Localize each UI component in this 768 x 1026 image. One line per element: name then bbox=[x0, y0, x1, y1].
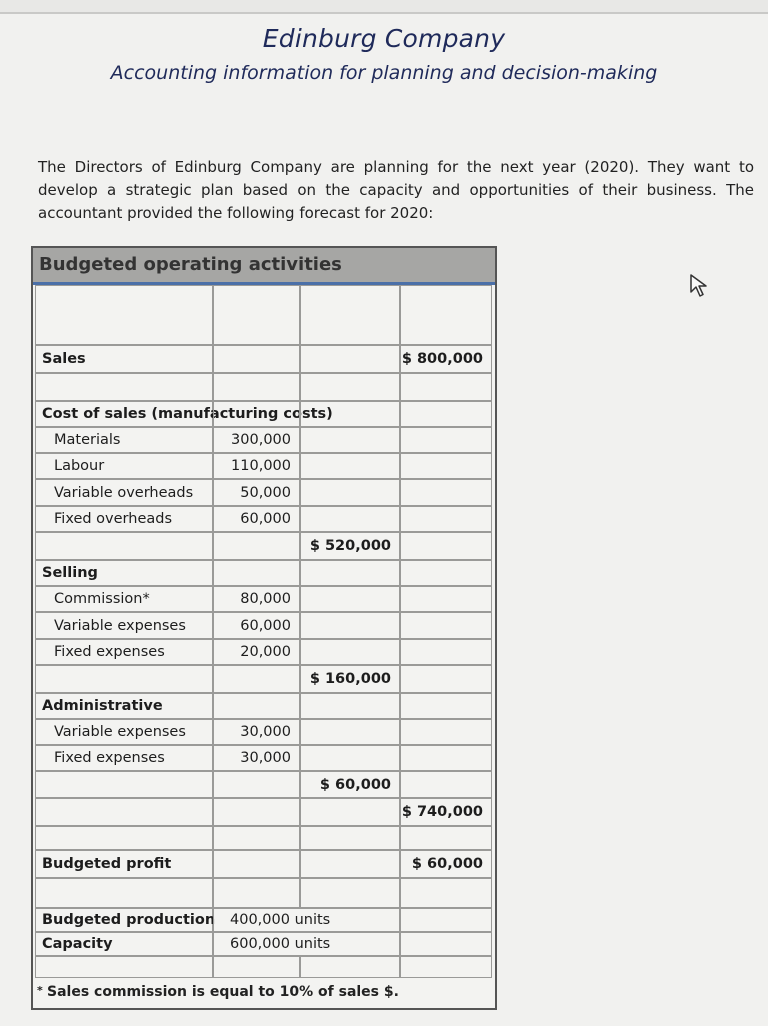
table-cell bbox=[300, 560, 400, 586]
table-cell bbox=[400, 850, 492, 878]
table-row bbox=[33, 345, 495, 373]
table-title: Budgeted operating activities bbox=[39, 254, 342, 275]
table-cell bbox=[213, 693, 300, 719]
table-cell bbox=[300, 798, 400, 826]
table-cell bbox=[300, 532, 400, 560]
total-costs-value: $ 740,000 bbox=[401, 804, 483, 820]
capacity-label: Capacity bbox=[42, 936, 113, 952]
table-row bbox=[33, 719, 495, 745]
variable-overheads-value: 50,000 bbox=[240, 484, 291, 501]
table-cell bbox=[35, 612, 213, 639]
table-cell bbox=[400, 373, 492, 401]
table-cell bbox=[213, 719, 300, 745]
table-row bbox=[33, 826, 495, 850]
table-cell bbox=[400, 612, 492, 639]
materials-value: 300,000 bbox=[231, 432, 291, 448]
table-cell bbox=[35, 586, 213, 612]
table-cell bbox=[35, 401, 333, 427]
table-cell bbox=[400, 506, 492, 532]
table-cell bbox=[35, 932, 213, 956]
table-row bbox=[33, 612, 495, 639]
table-cell bbox=[213, 401, 300, 427]
table-cell bbox=[400, 693, 492, 719]
budget-table bbox=[31, 246, 497, 1010]
table-cell bbox=[213, 745, 300, 771]
budgeted-production-value: 400,000 units bbox=[230, 912, 331, 928]
table-cell bbox=[400, 798, 492, 826]
budgeted-production-label: Budgeted production bbox=[42, 912, 216, 928]
table-cell bbox=[213, 639, 300, 665]
table-cell bbox=[300, 506, 400, 532]
table-cell bbox=[400, 427, 492, 453]
table-cell bbox=[213, 932, 400, 956]
table-cell bbox=[400, 908, 492, 932]
selling-fixed-expenses-label: Fixed expenses bbox=[54, 644, 165, 660]
table-cell bbox=[213, 532, 300, 560]
table-cell bbox=[35, 639, 213, 665]
table-cell bbox=[213, 427, 300, 453]
table-cell bbox=[35, 693, 213, 719]
table-cell bbox=[300, 639, 400, 665]
table-cell bbox=[35, 479, 213, 506]
table-cell bbox=[213, 506, 300, 532]
table-cell bbox=[400, 878, 492, 908]
selling-fixed-expenses-value: 20,000 bbox=[240, 644, 291, 660]
table-row bbox=[33, 453, 495, 479]
table-cell bbox=[35, 427, 213, 453]
table-cell bbox=[300, 401, 400, 427]
table-row bbox=[33, 665, 495, 693]
administrative-label: Administrative bbox=[42, 698, 163, 714]
admin-variable-expenses-label: Variable expenses bbox=[54, 724, 186, 740]
cost-of-sales-label: Cost of sales (manufacturing costs) bbox=[42, 406, 333, 422]
table-cell bbox=[35, 798, 213, 826]
table-cell bbox=[300, 745, 400, 771]
page-subtitle: Accounting information for planning and decision-making bbox=[110, 62, 658, 84]
table-row bbox=[33, 932, 495, 956]
admin-fixed-expenses-value: 30,000 bbox=[240, 750, 291, 766]
table-row bbox=[33, 401, 495, 427]
table-cell bbox=[35, 745, 213, 771]
table-cell bbox=[400, 285, 492, 345]
table-cell bbox=[400, 345, 492, 373]
table-cell bbox=[213, 453, 300, 479]
table-cell bbox=[400, 771, 492, 798]
footnote bbox=[33, 982, 495, 1006]
table-row bbox=[33, 878, 495, 908]
table-cell bbox=[300, 665, 400, 693]
commission-label: Commission* bbox=[54, 591, 150, 607]
admin-variable-expenses-value: 30,000 bbox=[240, 724, 291, 740]
table-cell bbox=[400, 453, 492, 479]
table-cell bbox=[400, 586, 492, 612]
table-row bbox=[33, 560, 495, 586]
table-cell bbox=[35, 373, 213, 401]
table-cell bbox=[35, 771, 213, 798]
table-cell bbox=[35, 560, 213, 586]
table-row bbox=[33, 771, 495, 798]
table-row bbox=[33, 506, 495, 532]
document-page bbox=[0, 12, 768, 1026]
selling-variable-expenses-value: 60,000 bbox=[240, 617, 291, 634]
table-cell bbox=[213, 373, 300, 401]
table-cell bbox=[300, 850, 400, 878]
table-row bbox=[33, 285, 495, 345]
table-cell bbox=[300, 453, 400, 479]
fixed-overheads-label: Fixed overheads bbox=[54, 511, 173, 527]
table-cell bbox=[400, 665, 492, 693]
table-cell bbox=[300, 373, 400, 401]
commission-value: 80,000 bbox=[240, 591, 291, 607]
table-cell bbox=[35, 453, 213, 479]
table-cell bbox=[400, 560, 492, 586]
table-cell bbox=[400, 401, 492, 427]
table-cell bbox=[300, 479, 400, 506]
mouse-cursor-icon bbox=[688, 272, 710, 300]
table-cell bbox=[300, 693, 400, 719]
table-cell bbox=[300, 427, 400, 453]
table-cell bbox=[400, 639, 492, 665]
capacity-value: 600,000 units bbox=[230, 936, 331, 952]
table-cell bbox=[213, 878, 300, 908]
table-cell bbox=[213, 479, 300, 506]
table-row bbox=[33, 532, 495, 560]
table-row bbox=[33, 586, 495, 612]
table-cell bbox=[213, 560, 300, 586]
table-cell bbox=[213, 908, 400, 932]
table-cell bbox=[35, 850, 213, 878]
table-cell bbox=[213, 826, 300, 850]
table-cell bbox=[300, 878, 400, 908]
table-cell bbox=[213, 850, 300, 878]
table-cell bbox=[300, 956, 400, 978]
table-cell bbox=[35, 665, 213, 693]
table-cell bbox=[213, 345, 300, 373]
table-row bbox=[33, 850, 495, 878]
table-cell bbox=[400, 719, 492, 745]
table-row bbox=[33, 639, 495, 665]
administrative-total: $ 60,000 bbox=[319, 776, 391, 793]
table-cell bbox=[213, 665, 300, 693]
table-row bbox=[33, 693, 495, 719]
table-row bbox=[33, 745, 495, 771]
table-cell bbox=[35, 506, 213, 532]
table-cell bbox=[300, 612, 400, 639]
table-cell bbox=[300, 826, 400, 850]
intro-paragraph: The Directors of Edinburg Company are planning for the next year (2020). They want to develop a strategic plan based on the capacity and opportunities of their business. The accountant provided the following forecast for 2020: bbox=[38, 158, 754, 222]
table-cell bbox=[213, 612, 300, 639]
table-cell bbox=[400, 956, 492, 978]
table-cell bbox=[400, 479, 492, 506]
table-row bbox=[33, 373, 495, 401]
table-cell bbox=[35, 532, 213, 560]
table-header bbox=[33, 248, 495, 285]
fixed-overheads-value: 60,000 bbox=[240, 511, 291, 527]
selling-variable-expenses-label: Variable expenses bbox=[54, 617, 186, 634]
footnote-marker: * bbox=[37, 984, 43, 997]
table-cell bbox=[300, 345, 400, 373]
table-cell bbox=[35, 878, 213, 908]
labour-value: 110,000 bbox=[231, 458, 291, 474]
table-row bbox=[33, 479, 495, 506]
sales-label: Sales bbox=[42, 351, 86, 367]
table-row bbox=[33, 798, 495, 826]
table-cell bbox=[35, 719, 213, 745]
table-cell bbox=[300, 586, 400, 612]
admin-fixed-expenses-label: Fixed expenses bbox=[54, 750, 165, 766]
table-cell bbox=[35, 908, 216, 932]
table-cell bbox=[35, 285, 213, 345]
table-cell bbox=[213, 771, 300, 798]
table-cell bbox=[400, 826, 492, 850]
footnote-text: Sales commission is equal to 10% of sales $. bbox=[47, 984, 399, 1000]
table-cell bbox=[400, 932, 492, 956]
table-cell bbox=[213, 798, 300, 826]
table-cell bbox=[400, 745, 492, 771]
variable-overheads-label: Variable overheads bbox=[54, 484, 194, 501]
table-cell bbox=[213, 586, 300, 612]
table-cell bbox=[300, 771, 400, 798]
table-cell bbox=[213, 285, 300, 345]
cost-of-sales-total: $ 520,000 bbox=[309, 538, 391, 554]
selling-label: Selling bbox=[42, 565, 98, 581]
table-cell bbox=[35, 826, 213, 850]
sales-value: $ 800,000 bbox=[401, 351, 483, 367]
table-cell bbox=[213, 956, 300, 978]
labour-label: Labour bbox=[54, 458, 105, 474]
page-title: Edinburg Company bbox=[262, 24, 506, 53]
budgeted-profit-label: Budgeted profit bbox=[42, 856, 172, 872]
table-row bbox=[33, 956, 495, 978]
table-cell bbox=[400, 532, 492, 560]
budgeted-profit-value: $ 60,000 bbox=[411, 856, 483, 872]
table-cell bbox=[300, 719, 400, 745]
table-cell bbox=[35, 956, 213, 978]
table-row bbox=[33, 908, 495, 932]
selling-total: $ 160,000 bbox=[309, 671, 391, 687]
table-cell bbox=[35, 345, 213, 373]
table-cell bbox=[300, 285, 400, 345]
materials-label: Materials bbox=[54, 432, 121, 448]
table-row bbox=[33, 427, 495, 453]
